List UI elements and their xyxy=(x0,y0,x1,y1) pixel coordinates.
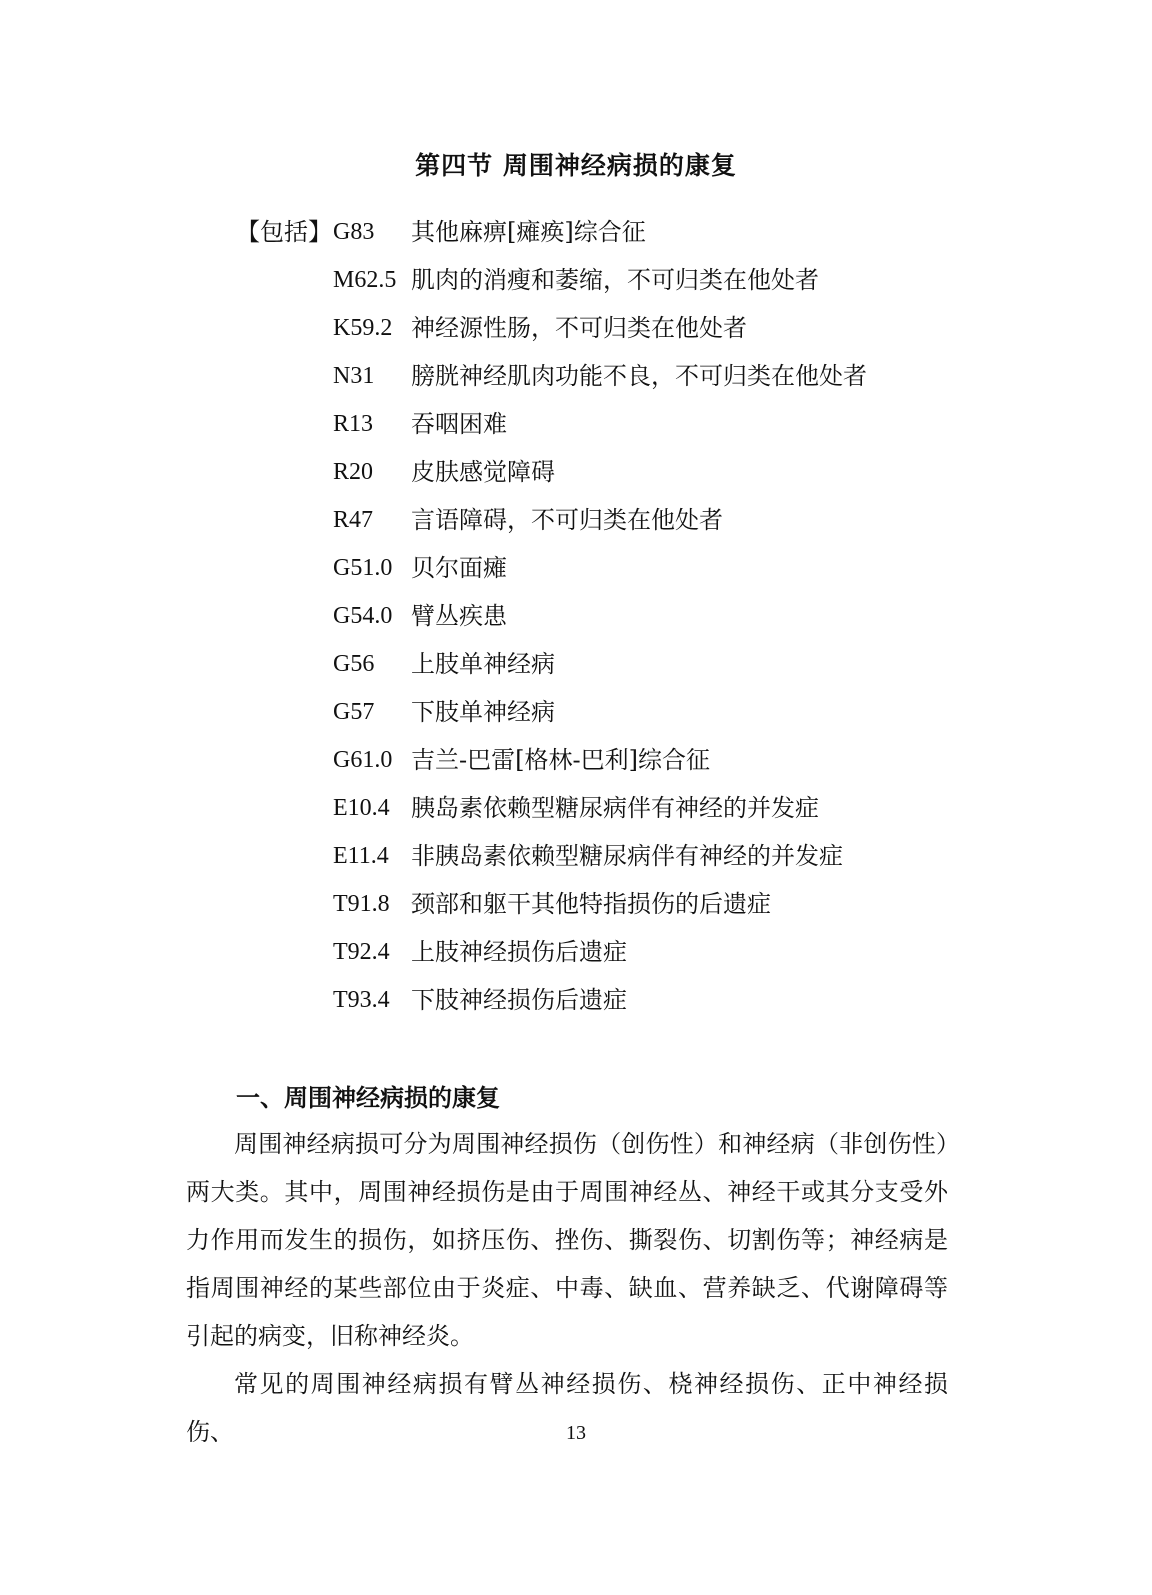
icd-code: M62.5 xyxy=(333,267,397,293)
code-description: 非胰岛素依赖型糖尿病伴有神经的并发症 xyxy=(411,842,843,870)
body-paragraph: 常见的周围神经病损有臂丛神经损伤、桡神经损伤、正中神经损伤、 xyxy=(186,1370,948,1446)
body-paragraph: 周围神经病损可分为周围神经损伤（创伤性）和神经病（非创伤性）两大类。其中，周围神经损伤是由于周围神经丛、神经干或其分支受外力作用而发生的损伤，如挤压伤、挫伤、撕裂伤、切割伤等；神经病是指周围神经的某些部位由于炎症、中毒、缺血、营养缺乏、代谢障碍等引起的病变，旧称神经炎。 xyxy=(186,1130,948,1350)
icd-code: G83 xyxy=(333,219,375,245)
list-item xyxy=(333,408,867,456)
code-description: 下肢神经损伤后遗症 xyxy=(411,986,627,1014)
code-description: 肌肉的消瘦和萎缩，不可归类在他处者 xyxy=(411,266,819,294)
icd-code: G56 xyxy=(333,651,375,677)
code-description: 胰岛素依赖型糖尿病伴有神经的并发症 xyxy=(411,794,819,822)
list-item xyxy=(333,312,867,360)
icd-code: T93.4 xyxy=(333,987,390,1013)
section-title: 第四节 周围神经病损的康复 xyxy=(415,151,737,180)
include-label: 【包括】 xyxy=(236,218,332,246)
icd-code: N31 xyxy=(333,363,375,389)
list-item xyxy=(333,696,867,744)
list-item xyxy=(333,456,867,504)
icd-code: G54.0 xyxy=(333,603,393,629)
list-item xyxy=(333,936,867,984)
code-description: 贝尔面瘫 xyxy=(411,554,507,582)
list-item xyxy=(333,840,867,888)
list-item xyxy=(333,552,867,600)
list-item xyxy=(333,600,867,648)
icd-code: E10.4 xyxy=(333,795,390,821)
list-item xyxy=(333,504,867,552)
code-description: 上肢神经损伤后遗症 xyxy=(411,938,627,966)
code-description: 下肢单神经病 xyxy=(411,698,555,726)
list-item xyxy=(333,216,867,264)
code-description: 其他麻痹[瘫痪]综合征 xyxy=(411,218,646,246)
code-description: 颈部和躯干其他特指损伤的后遗症 xyxy=(411,890,771,918)
code-description: 言语障碍，不可归类在他处者 xyxy=(411,506,723,534)
icd-code: R47 xyxy=(333,507,374,533)
subheading: 一、周围神经病损的康复 xyxy=(236,1083,500,1112)
page-number: 13 xyxy=(566,1422,586,1444)
icd-code: K59.2 xyxy=(333,315,393,341)
icd-code: T91.8 xyxy=(333,891,390,917)
list-item xyxy=(333,744,867,792)
icd-code: G51.0 xyxy=(333,555,393,581)
icd-code: T92.4 xyxy=(333,939,390,965)
code-description: 膀胱神经肌肉功能不良，不可归类在他处者 xyxy=(411,362,867,390)
icd-code: G61.0 xyxy=(333,747,393,773)
icd-code: R20 xyxy=(333,459,374,485)
icd-code: G57 xyxy=(333,699,375,725)
list-item xyxy=(333,360,867,408)
code-description: 上肢单神经病 xyxy=(411,650,555,678)
code-description: 皮肤感觉障碍 xyxy=(411,458,555,486)
diagnosis-code-list xyxy=(333,216,867,1032)
code-description: 吉兰-巴雷[格林-巴利]综合征 xyxy=(411,746,710,774)
code-description: 臂丛疾患 xyxy=(411,602,507,630)
list-item xyxy=(333,792,867,840)
list-item xyxy=(333,648,867,696)
list-item xyxy=(333,888,867,936)
icd-code: R13 xyxy=(333,411,374,437)
code-description: 神经源性肠，不可归类在他处者 xyxy=(411,314,747,342)
icd-code: E11.4 xyxy=(333,843,389,869)
list-item xyxy=(333,984,867,1032)
code-description: 吞咽困难 xyxy=(411,410,507,438)
list-item xyxy=(333,264,867,312)
